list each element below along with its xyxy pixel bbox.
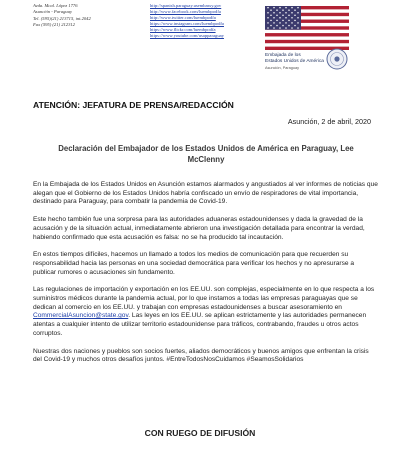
paragraph-2: Este hecho también fue una sorpresa para las autoridades aduaneras estadounidenses y dada la gravedad de la acusación y de la situación actual, inmediatamente abrieron una investigación detallada para encontrar la verdad, habiendo confirmado que esta acusación es falsa: no se ha producido tal incautación. (33, 216, 365, 241)
link-instagram[interactable]: https://www.instagram.com/luembpodfa (150, 20, 224, 26)
embassy-seal-icon (326, 48, 348, 70)
statement-body (33, 181, 378, 374)
paragraph-4-end: . Las leyes en los EE.UU. se aplican estrictamente y las autoridades permanecen atentas a cualquier intento de utilizar territorio estadounidense para tráficos, contrabando, fraudes u otros actos corruptos. (33, 312, 367, 337)
commercial-email-link[interactable]: CommercialAsuncion@state.gov (33, 312, 129, 320)
press-heading: ATENCIÓN: JEFATURA DE PRENSA/REDACCIÓN (33, 100, 234, 110)
embassy-line-2: Estados Unidos de América (265, 59, 324, 64)
link-embassy-site[interactable]: http://spanish.paraguay.usembassy.gov (150, 3, 222, 8)
link-flickr[interactable]: https://www.flickr.com/luembpodfa (150, 26, 216, 32)
contact-phone: Tel. (595)(21) 213715, int.2042 (33, 15, 91, 21)
us-flag-icon (265, 6, 349, 50)
contact-city: Asunción - Paraguay (33, 9, 73, 15)
link-facebook[interactable]: http://www.facebook.com/luembpodfa (150, 8, 221, 14)
paragraph-1: En la Embajada de los Estados Unidos en Asunción estamos alarmados y angustiados al ver informes de noticias que alegan que el Gobierno de los Estados Unidos habría confiscado un envío de respiradores de vital importancia, destinado para Paraguay, para combatir la pandemia de Covid-19. (33, 181, 378, 206)
embassy-name (265, 53, 324, 71)
paragraph-3: En estos tiempos difíciles, hacemos un llamado a todos los medios de comunicación para que recuerden su responsabilidad hacia las personas en una sociedad democrática para verificar los hechos y no apresurarse a publicar rumores o acusaciones sin fundamento. (33, 251, 355, 276)
paragraph-5: Nuestras dos naciones y pueblos son socios fuertes, aliados democráticos y buenos amigos que enfrentan la crisis del Covid-19 y muchos otros desafíos juntos. #EntreTodosNosCuidamos #SeamosSolidarios (33, 347, 369, 364)
paragraph-4 (33, 286, 378, 338)
social-links (150, 3, 224, 38)
link-twitter[interactable]: http://www.twitter.com/luembpodfa (150, 14, 216, 20)
contact-fax: Fax (595) (21) 212312 (33, 22, 75, 28)
statement-title: Declaración del Embajador de los Estados Unidos de América en Paraguay, Lee McClenny (58, 144, 354, 164)
contact-address: Avda. Mcal. López 1776 (33, 3, 78, 8)
footer-note: CON RUEGO DE DIFUSIÓN (144, 428, 256, 438)
paragraph-4-start: Las regulaciones de importación y exportación en los EE.UU. son complejas, especialmente en lo que respecta a los suministros médicos durante la pandemia actual, por lo que instamos a todas las empresas paraguayas que se dedican al comercio en los EE.UU. y trabajan con empresas estadounidenses a buscar asesoramiento en (33, 286, 375, 311)
embassy-line-1: Embajada de los (265, 53, 301, 58)
link-youtube[interactable]: https://www.youtube.com/usapparaguay (150, 32, 224, 38)
release-date: Asunción, 2 de abril, 2020 (287, 117, 371, 126)
contact-block (33, 3, 91, 29)
embassy-location: Asunción, Paraguay (265, 66, 299, 70)
